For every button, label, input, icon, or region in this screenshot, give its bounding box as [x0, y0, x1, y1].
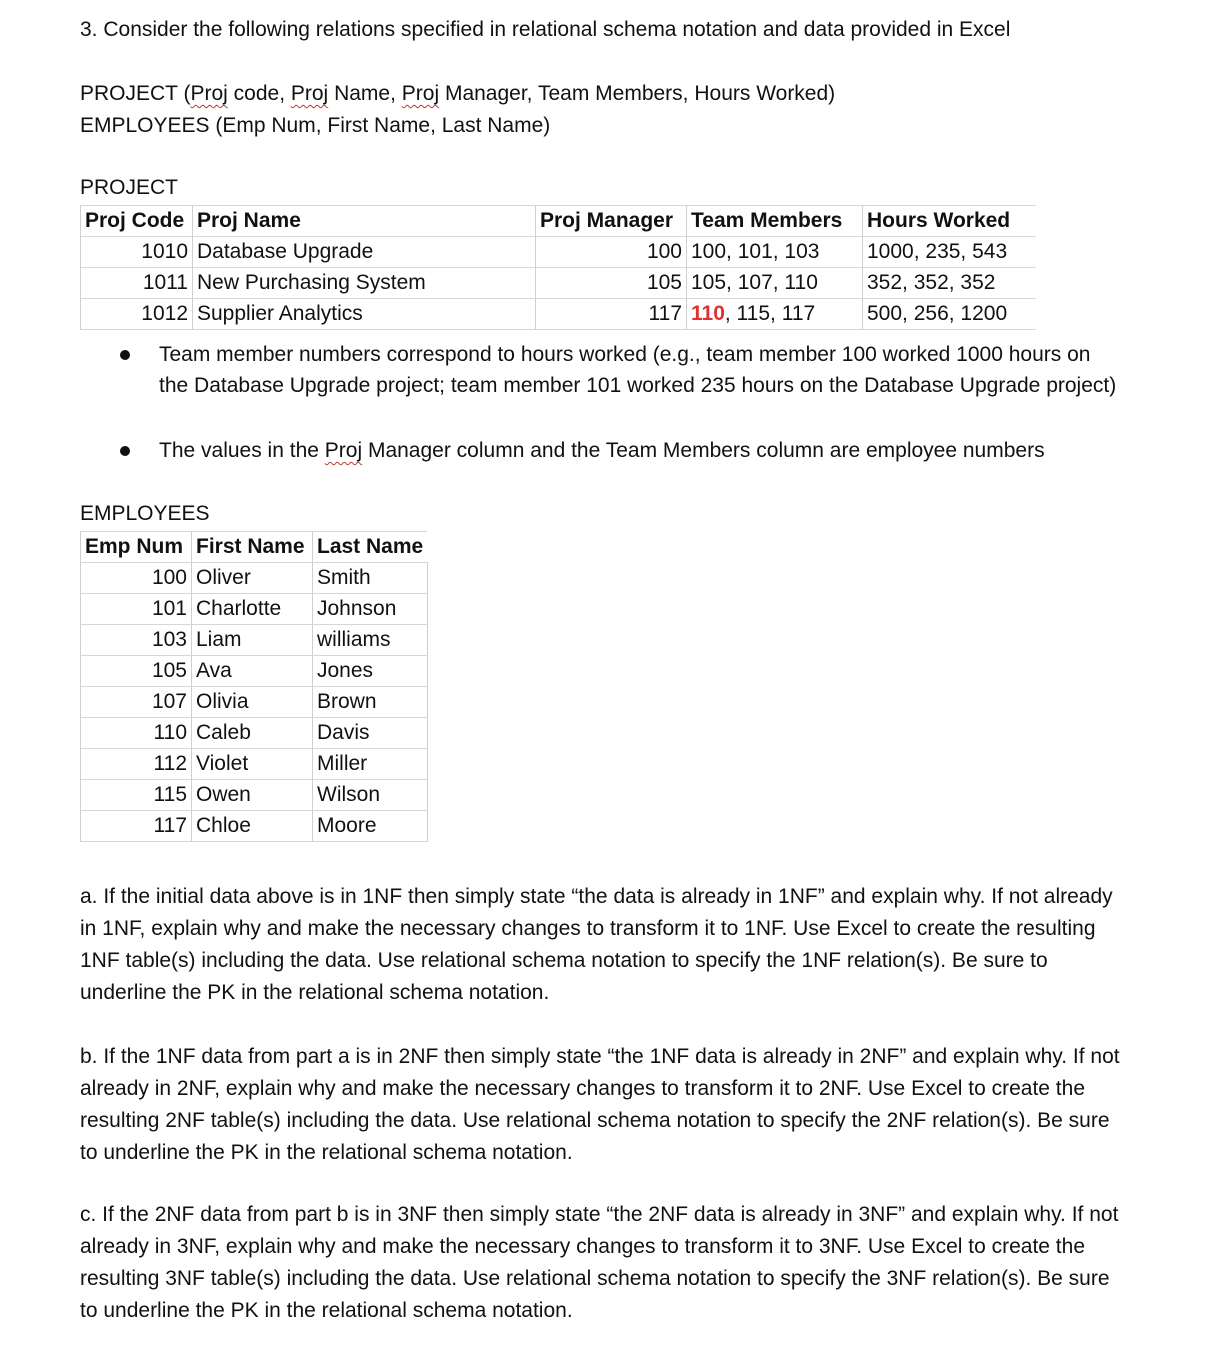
note-2-text: Manager column and the Team Members column are employee numbers [362, 439, 1045, 462]
proj-name-cell: Database Upgrade [193, 237, 536, 268]
proj-name-cell: New Purchasing System [193, 268, 536, 299]
project-table-label: PROJECT [80, 176, 179, 199]
table-row [81, 563, 428, 594]
part-a: a. If the initial data above is in 1NF then simply state “the data is already in 1NF” and explain why. If not already in 1NF, explain why and make the necessary changes to transform it to 1NF. Use Excel to create the resulting 1NF table(s) including the data. Use relational schema notation to specify the 1NF relation(s). Be sure to underline the PK in the relational schema notation. [80, 885, 1113, 1004]
employees-schema: EMPLOYEES (Emp Num, First Name, Last Name) [80, 114, 551, 137]
first-name-cell: Oliver [192, 563, 313, 594]
emp-num-cell: 103 [81, 625, 192, 656]
emp-num-cell: 117 [81, 811, 192, 842]
spell-flag-word: Proj [190, 82, 228, 105]
project-schema-text: code, [227, 82, 291, 105]
proj-manager-cell: 105 [536, 268, 687, 299]
project-schema-prefix: PROJECT ( [80, 82, 191, 105]
spell-flag-word: Proj [324, 439, 363, 462]
emp-num-cell: 105 [81, 656, 192, 687]
table-row [81, 268, 1036, 299]
last-name-cell: williams [313, 625, 428, 656]
emp-num-cell: 107 [81, 687, 192, 718]
project-schema-suffix: Manager, Team Members, Hours Worked) [439, 82, 836, 105]
proj-manager-cell: 100 [536, 237, 687, 268]
employees-table-label: EMPLOYEES [80, 502, 210, 525]
column-header: Proj Name [193, 206, 536, 237]
first-name-cell: Charlotte [192, 594, 313, 625]
team-members-rest: , 115, 117 [724, 302, 816, 325]
table-header-row [81, 532, 428, 563]
proj-code-cell: 1011 [81, 268, 193, 299]
first-name-cell: Caleb [192, 718, 313, 749]
table-row [81, 718, 428, 749]
column-header: Proj Manager [536, 206, 687, 237]
part-b: b. If the 1NF data from part a is in 2NF then simply state “the 1NF data is already in 2NF” and explain why. If not already in 2NF, explain why and make the necessary changes to transform it to 2NF. Use Excel to create the resulting 2NF table(s) including the data. Use relational schema notation to specify the 2NF relation(s). Be sure to underline the PK in the relational schema notation. [80, 1045, 1120, 1164]
team-members-cell [687, 299, 863, 330]
table-header-row [81, 206, 1036, 237]
last-name-cell: Miller [313, 749, 428, 780]
table-row [81, 749, 428, 780]
last-name-cell: Moore [313, 811, 428, 842]
proj-code-cell: 1010 [81, 237, 193, 268]
proj-code-cell: 1012 [81, 299, 193, 330]
note-1: Team member numbers correspond to hours worked (e.g., team member 100 worked 1000 hours on the Database Upgrade project; team member 101 worked 235 hours on the Database Upgrade project) [159, 343, 1117, 397]
question-title: 3. Consider the following relations specified in relational schema notation and data provided in Excel [80, 18, 1011, 41]
spell-flag-word: Proj [401, 82, 440, 105]
last-name-cell: Davis [313, 718, 428, 749]
first-name-cell: Ava [192, 656, 313, 687]
column-header: Emp Num [81, 532, 192, 563]
part-c: c. If the 2NF data from part b is in 3NF then simply state “the 2NF data is already in 3NF” and explain why. If not already in 3NF, explain why and make the necessary changes to transform it to 3NF. Use Excel to create the resulting 3NF table(s) including the data. Use relational schema notation to specify the 3NF relation(s). Be sure to underline the PK in the relational schema notation. [80, 1203, 1119, 1322]
hours-worked-cell: 1000, 235, 543 [863, 237, 1036, 268]
last-name-cell: Jones [313, 656, 428, 687]
column-header: Team Members [687, 206, 863, 237]
last-name-cell: Wilson [313, 780, 428, 811]
last-name-cell: Smith [313, 563, 428, 594]
first-name-cell: Liam [192, 625, 313, 656]
team-members-cell: 100, 101, 103 [687, 237, 863, 268]
proj-name-cell: Supplier Analytics [193, 299, 536, 330]
note-2-text: The values in the [159, 439, 325, 462]
project-schema-text: Name, [328, 82, 402, 105]
first-name-cell: Violet [192, 749, 313, 780]
employees-table [80, 531, 428, 842]
team-members-cell: 105, 107, 110 [687, 268, 863, 299]
column-header: Hours Worked [863, 206, 1036, 237]
note-2 [159, 435, 1119, 466]
table-row [81, 656, 428, 687]
table-row [81, 687, 428, 718]
first-name-cell: Olivia [192, 687, 313, 718]
emp-num-cell: 101 [81, 594, 192, 625]
bullet-icon [120, 446, 130, 456]
last-name-cell: Johnson [313, 594, 428, 625]
proj-manager-cell: 117 [536, 299, 687, 330]
emp-num-cell: 112 [81, 749, 192, 780]
spell-flag-word: Proj [290, 82, 329, 105]
first-name-cell: Chloe [192, 811, 313, 842]
emp-num-cell: 115 [81, 780, 192, 811]
column-header: First Name [192, 532, 313, 563]
last-name-cell: Brown [313, 687, 428, 718]
table-row [81, 780, 428, 811]
column-header: Last Name [313, 532, 428, 563]
table-row [81, 625, 428, 656]
hours-worked-cell: 500, 256, 1200 [863, 299, 1036, 330]
bullet-icon [120, 350, 130, 360]
table-row [81, 237, 1036, 268]
table-row [81, 811, 428, 842]
project-schema [80, 81, 835, 107]
emp-num-cell: 110 [81, 718, 192, 749]
column-header: Proj Code [81, 206, 193, 237]
table-row [81, 594, 428, 625]
emp-num-cell: 100 [81, 563, 192, 594]
first-name-cell: Owen [192, 780, 313, 811]
project-table [80, 205, 1036, 330]
highlighted-member: 110 [691, 302, 725, 325]
hours-worked-cell: 352, 352, 352 [863, 268, 1036, 299]
table-row [81, 299, 1036, 330]
